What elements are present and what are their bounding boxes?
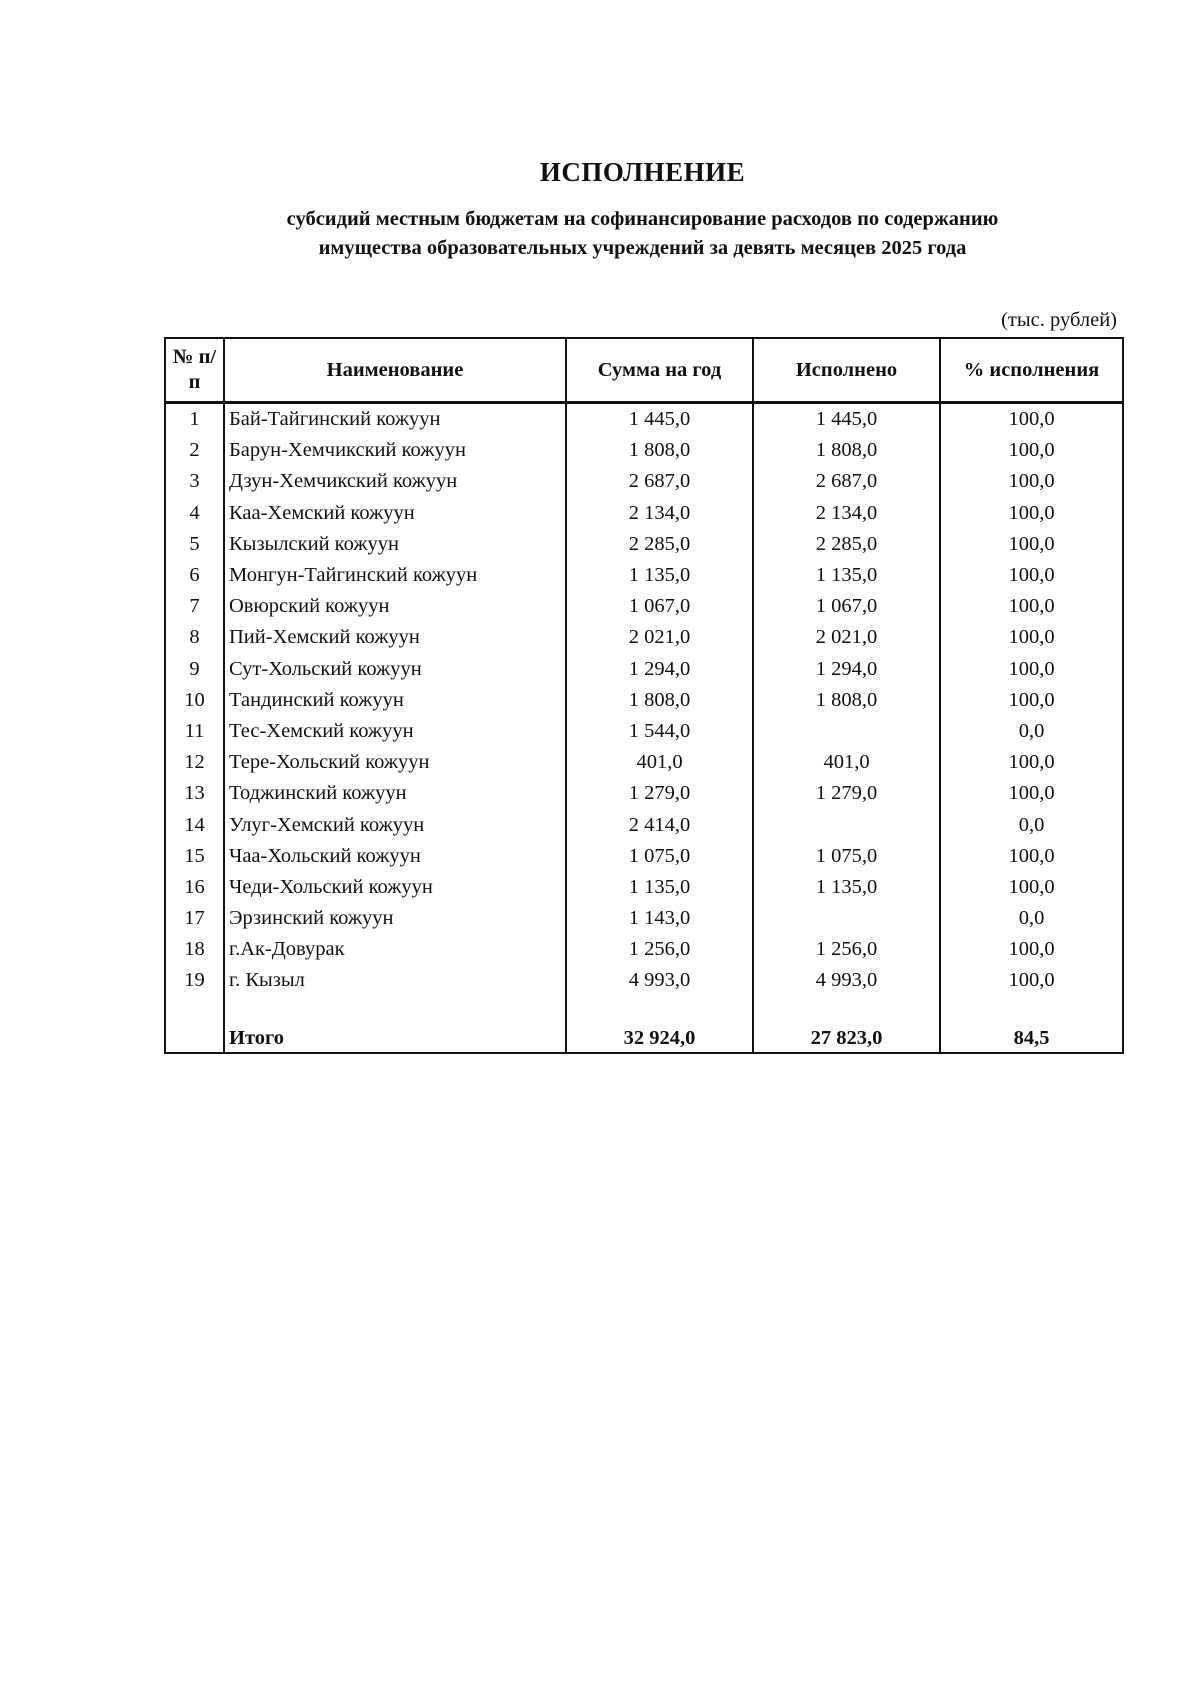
row-plan: 2 414,0 — [566, 809, 753, 840]
row-pct: 0,0 — [940, 809, 1123, 840]
total-num — [165, 997, 224, 1053]
row-done: 1 445,0 — [753, 403, 940, 436]
row-done — [753, 903, 940, 934]
row-name: Улуг-Хемский кожуун — [224, 809, 566, 840]
table-header-row — [165, 338, 1123, 403]
row-name: Овюрский кожуун — [224, 591, 566, 622]
row-done: 2 021,0 — [753, 622, 940, 653]
table-row — [165, 872, 1123, 903]
table-row — [165, 466, 1123, 497]
row-done: 1 808,0 — [753, 435, 940, 466]
row-done: 1 075,0 — [753, 841, 940, 872]
row-pct: 100,0 — [940, 466, 1123, 497]
row-done: 401,0 — [753, 747, 940, 778]
table-row — [165, 716, 1123, 747]
row-name: Тес-Хемский кожуун — [224, 716, 566, 747]
table-row — [165, 654, 1123, 685]
row-plan: 1 075,0 — [566, 841, 753, 872]
row-pct: 100,0 — [940, 965, 1123, 996]
table-row — [165, 809, 1123, 840]
row-plan: 1 135,0 — [566, 872, 753, 903]
header-num: № п/п — [165, 338, 224, 403]
row-pct: 100,0 — [940, 841, 1123, 872]
row-done: 1 279,0 — [753, 778, 940, 809]
row-done: 4 993,0 — [753, 965, 940, 996]
total-plan: 32 924,0 — [566, 997, 753, 1053]
row-pct: 100,0 — [940, 560, 1123, 591]
table-row — [165, 560, 1123, 591]
row-plan: 1 808,0 — [566, 685, 753, 716]
row-num: 12 — [165, 747, 224, 778]
row-name: Чеди-Хольский кожуун — [224, 872, 566, 903]
row-pct: 100,0 — [940, 747, 1123, 778]
row-pct: 100,0 — [940, 654, 1123, 685]
row-num: 17 — [165, 903, 224, 934]
table-row — [165, 903, 1123, 934]
row-pct: 0,0 — [940, 903, 1123, 934]
header-plan: Сумма на год — [566, 338, 753, 403]
row-name: Пий-Хемский кожуун — [224, 622, 566, 653]
execution-table — [164, 337, 1124, 1054]
table-row — [165, 685, 1123, 716]
row-name: г. Кызыл — [224, 965, 566, 996]
subtitle-line-1: субсидий местным бюджетам на софинансирование расходов по содержанию — [286, 208, 999, 230]
row-done: 1 808,0 — [753, 685, 940, 716]
total-done: 27 823,0 — [753, 997, 940, 1053]
row-name: Барун-Хемчикский кожуун — [224, 435, 566, 466]
table-row — [165, 529, 1123, 560]
row-done: 2 134,0 — [753, 498, 940, 529]
row-num: 18 — [165, 934, 224, 965]
total-pct: 84,5 — [940, 997, 1123, 1053]
row-name: Тере-Хольский кожуун — [224, 747, 566, 778]
row-plan: 1 279,0 — [566, 778, 753, 809]
row-num: 2 — [165, 435, 224, 466]
table-row — [165, 591, 1123, 622]
row-num: 5 — [165, 529, 224, 560]
row-done: 2 687,0 — [753, 466, 940, 497]
row-num: 8 — [165, 622, 224, 653]
row-pct: 100,0 — [940, 934, 1123, 965]
row-num: 10 — [165, 685, 224, 716]
row-plan: 2 134,0 — [566, 498, 753, 529]
row-plan: 1 294,0 — [566, 654, 753, 685]
row-num: 16 — [165, 872, 224, 903]
row-done: 1 256,0 — [753, 934, 940, 965]
row-done: 2 285,0 — [753, 529, 940, 560]
row-pct: 100,0 — [940, 591, 1123, 622]
row-name: Эрзинский кожуун — [224, 903, 566, 934]
units-note: (тыс. рублей) — [1001, 309, 1117, 331]
row-num: 7 — [165, 591, 224, 622]
row-num: 9 — [165, 654, 224, 685]
row-plan: 2 285,0 — [566, 529, 753, 560]
row-num: 19 — [165, 965, 224, 996]
row-num: 1 — [165, 403, 224, 436]
row-num: 13 — [165, 778, 224, 809]
subtitle-line-2: имущества образовательных учреждений за девять месяцев 2025 года — [318, 237, 967, 259]
row-name: г.Ак-Довурак — [224, 934, 566, 965]
row-name: Чаа-Хольский кожуун — [224, 841, 566, 872]
row-plan: 1 544,0 — [566, 716, 753, 747]
row-plan: 1 135,0 — [566, 560, 753, 591]
table-row — [165, 841, 1123, 872]
header-done: Исполнено — [753, 338, 940, 403]
document-subtitle — [150, 205, 1135, 263]
table-row — [165, 622, 1123, 653]
row-num: 4 — [165, 498, 224, 529]
row-plan: 1 445,0 — [566, 403, 753, 436]
row-pct: 100,0 — [940, 778, 1123, 809]
row-name: Монгун-Тайгинский кожуун — [224, 560, 566, 591]
row-pct: 100,0 — [940, 622, 1123, 653]
row-pct: 100,0 — [940, 435, 1123, 466]
total-row — [165, 997, 1123, 1053]
row-num: 3 — [165, 466, 224, 497]
row-plan: 1 143,0 — [566, 903, 753, 934]
table-row — [165, 435, 1123, 466]
row-name: Дзун-Хемчикский кожуун — [224, 466, 566, 497]
row-plan: 1 256,0 — [566, 934, 753, 965]
row-name: Бай-Тайгинский кожуун — [224, 403, 566, 436]
row-pct: 100,0 — [940, 529, 1123, 560]
row-plan: 2 687,0 — [566, 466, 753, 497]
row-done: 1 135,0 — [753, 560, 940, 591]
total-label: Итого — [224, 997, 566, 1053]
row-done — [753, 716, 940, 747]
row-num: 11 — [165, 716, 224, 747]
row-plan: 401,0 — [566, 747, 753, 778]
row-name: Кызылский кожуун — [224, 529, 566, 560]
row-plan: 1 808,0 — [566, 435, 753, 466]
row-done: 1 294,0 — [753, 654, 940, 685]
row-pct: 0,0 — [940, 716, 1123, 747]
document-title: ИСПОЛНЕНИЕ — [539, 157, 746, 187]
header-pct: % исполнения — [940, 338, 1123, 403]
header-name: Наименование — [224, 338, 566, 403]
row-name: Сут-Хольский кожуун — [224, 654, 566, 685]
table-row — [165, 965, 1123, 996]
table-row — [165, 778, 1123, 809]
row-name: Тандинский кожуун — [224, 685, 566, 716]
row-pct: 100,0 — [940, 498, 1123, 529]
table-row — [165, 934, 1123, 965]
row-done: 1 135,0 — [753, 872, 940, 903]
row-pct: 100,0 — [940, 685, 1123, 716]
row-name: Каа-Хемский кожуун — [224, 498, 566, 529]
table-row — [165, 747, 1123, 778]
row-pct: 100,0 — [940, 872, 1123, 903]
row-num: 15 — [165, 841, 224, 872]
row-plan: 1 067,0 — [566, 591, 753, 622]
row-done — [753, 809, 940, 840]
row-done: 1 067,0 — [753, 591, 940, 622]
table-body — [165, 403, 1123, 1053]
row-pct: 100,0 — [940, 403, 1123, 436]
row-num: 14 — [165, 809, 224, 840]
row-plan: 4 993,0 — [566, 965, 753, 996]
table-row — [165, 403, 1123, 436]
row-plan: 2 021,0 — [566, 622, 753, 653]
row-num: 6 — [165, 560, 224, 591]
row-name: Тоджинский кожуун — [224, 778, 566, 809]
table-row — [165, 498, 1123, 529]
